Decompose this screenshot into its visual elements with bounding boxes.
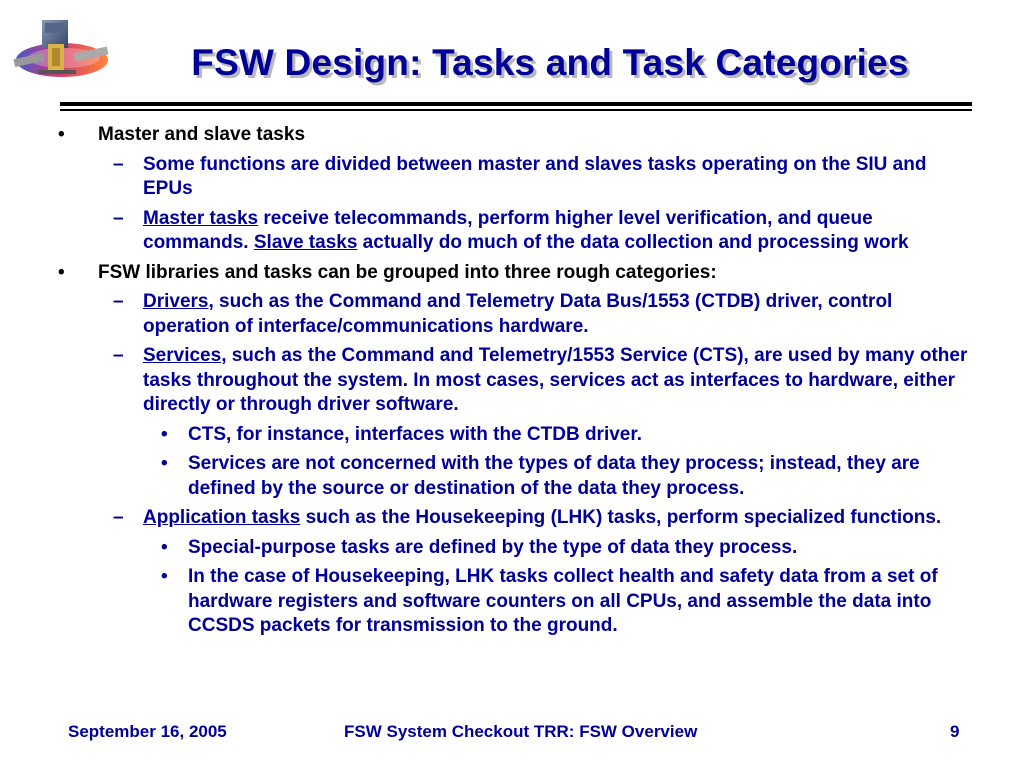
- sub-sub-bullet-text: CTS, for instance, interfaces with the CTDB driver.: [188, 423, 642, 445]
- term-slave-tasks: Slave tasks: [253, 232, 358, 253]
- sub-bullet-master-tasks: [0, 207, 1024, 256]
- term-drivers: Drivers: [143, 291, 209, 312]
- sub-bullet-text: , such as the Command and Telemetry Data Bus/1553 (CTDB) driver, control operation of interface/communications hardware.: [143, 291, 893, 337]
- bullet-marker: •: [58, 261, 65, 283]
- bullet-marker: •: [161, 423, 168, 445]
- satellite-logo-icon: [12, 14, 112, 86]
- sub-bullet-text: , such as the Command and Telemetry/1553 Service (CTS), are used by many other tasks throughout the system. In most cases, services act as interfaces to hardware, either directly or through driver software.: [143, 345, 968, 415]
- bullet-categories: [0, 261, 1024, 286]
- footer-presentation-title: FSW System Checkout TRR: FSW Overview: [344, 722, 698, 741]
- sub-bullet-application-tasks: [0, 506, 1024, 531]
- sub-bullet-drivers: [0, 290, 1024, 339]
- sub-bullet-services: [0, 344, 1024, 418]
- title-divider: [60, 102, 972, 112]
- sub-sub-bullet-text: Special-purpose tasks are defined by the type of data they process.: [188, 536, 798, 558]
- dash-marker: –: [113, 345, 124, 366]
- sub-bullet-text: Some functions are divided between master and slaves tasks operating on the SIU and EPUs: [143, 153, 927, 199]
- term-master-tasks: Master tasks: [143, 207, 259, 229]
- footer-date: September 16, 2005: [68, 722, 227, 741]
- bullet-text: FSW libraries and tasks can be grouped into three rough categories:: [98, 261, 717, 283]
- bullet-marker: •: [161, 566, 168, 587]
- bullet-marker: •: [161, 453, 168, 474]
- slide-body: [0, 123, 1024, 644]
- term-application-tasks: Application tasks: [143, 507, 301, 528]
- dash-marker: –: [113, 153, 124, 175]
- divider-thin-line: [60, 109, 972, 111]
- sub-bullet-text: such as the Housekeeping (LHK) tasks, perform specialized functions.: [300, 507, 942, 528]
- sub-sub-bullet-cts: [0, 423, 1024, 448]
- bullet-marker: •: [58, 124, 65, 145]
- dash-marker: –: [113, 207, 124, 229]
- dash-marker: –: [113, 507, 124, 528]
- sub-sub-bullet-housekeeping: [0, 565, 1024, 639]
- dash-marker: –: [113, 291, 124, 312]
- bullet-master-slave: [0, 123, 1024, 148]
- sub-sub-bullet-special-purpose: [0, 536, 1024, 561]
- footer-page-number: 9: [950, 722, 960, 741]
- sub-bullet-text: actually do much of the data collection and processing work: [357, 232, 909, 253]
- sub-sub-bullet-text: In the case of Housekeeping, LHK tasks collect health and safety data from a set of hardware registers and software counters on all CPUs, and assemble the data into CCSDS packets for transmission to the ground.: [188, 566, 938, 636]
- bullet-text: Master and slave tasks: [98, 124, 306, 145]
- divider-thick-line: [60, 102, 972, 106]
- sub-bullet-functions-divided: [0, 153, 1024, 202]
- term-services: Services: [143, 345, 222, 366]
- bullet-marker: •: [161, 536, 168, 558]
- sub-bullet-text: receive telecommands, perform higher level verification, and queue commands.: [143, 207, 873, 253]
- sub-sub-bullet-text: Services are not concerned with the types of data they process; instead, they are defined by the source or destination of the data they process.: [188, 453, 920, 499]
- sub-sub-bullet-services-data: [0, 452, 1024, 501]
- slide-title: FSW Design: Tasks and Task Categories: [191, 42, 909, 83]
